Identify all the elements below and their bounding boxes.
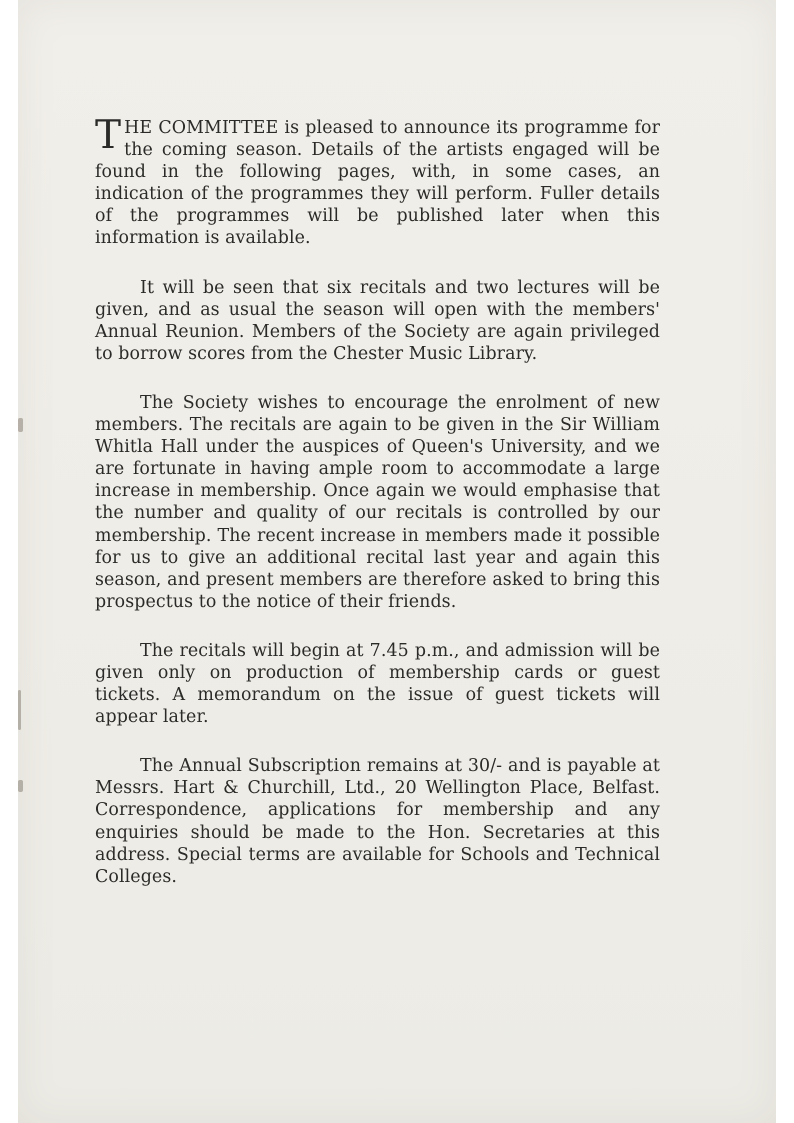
- drop-cap-letter: T: [95, 113, 122, 158]
- paragraph-intro: [95, 113, 660, 250]
- paragraph-text: HE COMMITTEE is pleased to announce its programme for the coming season. Details of the artists engaged will be found in the following pages, with, in some cases, an indication of the programmes they will perform. Fuller details of the programmes will be published later when this information is available.: [95, 118, 660, 249]
- paragraph-subscription: The Annual Subscription remains at 30/- and is payable at Messrs. Hart & Churchill, Ltd., 20 Wellington Place, Belfast. Correspondence, applications for membership and any enquiries should be made to the Hon. Secretaries at this address. Special terms are available for Schools and Technical Colleges.: [95, 756, 660, 887]
- paragraph-membership: The Society wishes to encourage the enrolment of new members. The recitals are again to be given in the Sir William Whitla Hall under the auspices of Queen's University, and we are fortunate in having ample room to accommodate a large increase in membership. Once again we would emphasise that the number and quality of our recitals is controlled by our membership. The recent increase in members made it possible for us to give an additional recital last year and again this season, and present members are therefore asked to bring this prospectus to the notice of their friends.: [95, 392, 660, 612]
- paragraph-recitals-lectures: It will be seen that six recitals and two lectures will be given, and as usual the season will open with the members' Annual Reunion. Members of the Society are again privileged to borrow scores from the Chester Music Library.: [95, 277, 660, 364]
- paragraph-admission: The recitals will begin at 7.45 p.m., and admission will be given only on production of membership cards or guest tickets. A memorandum on the issue of guest tickets will appear later.: [95, 640, 660, 728]
- binding-mark: [18, 418, 23, 432]
- binding-mark: [18, 780, 23, 792]
- document-body: [95, 113, 660, 915]
- binding-mark: [18, 690, 21, 730]
